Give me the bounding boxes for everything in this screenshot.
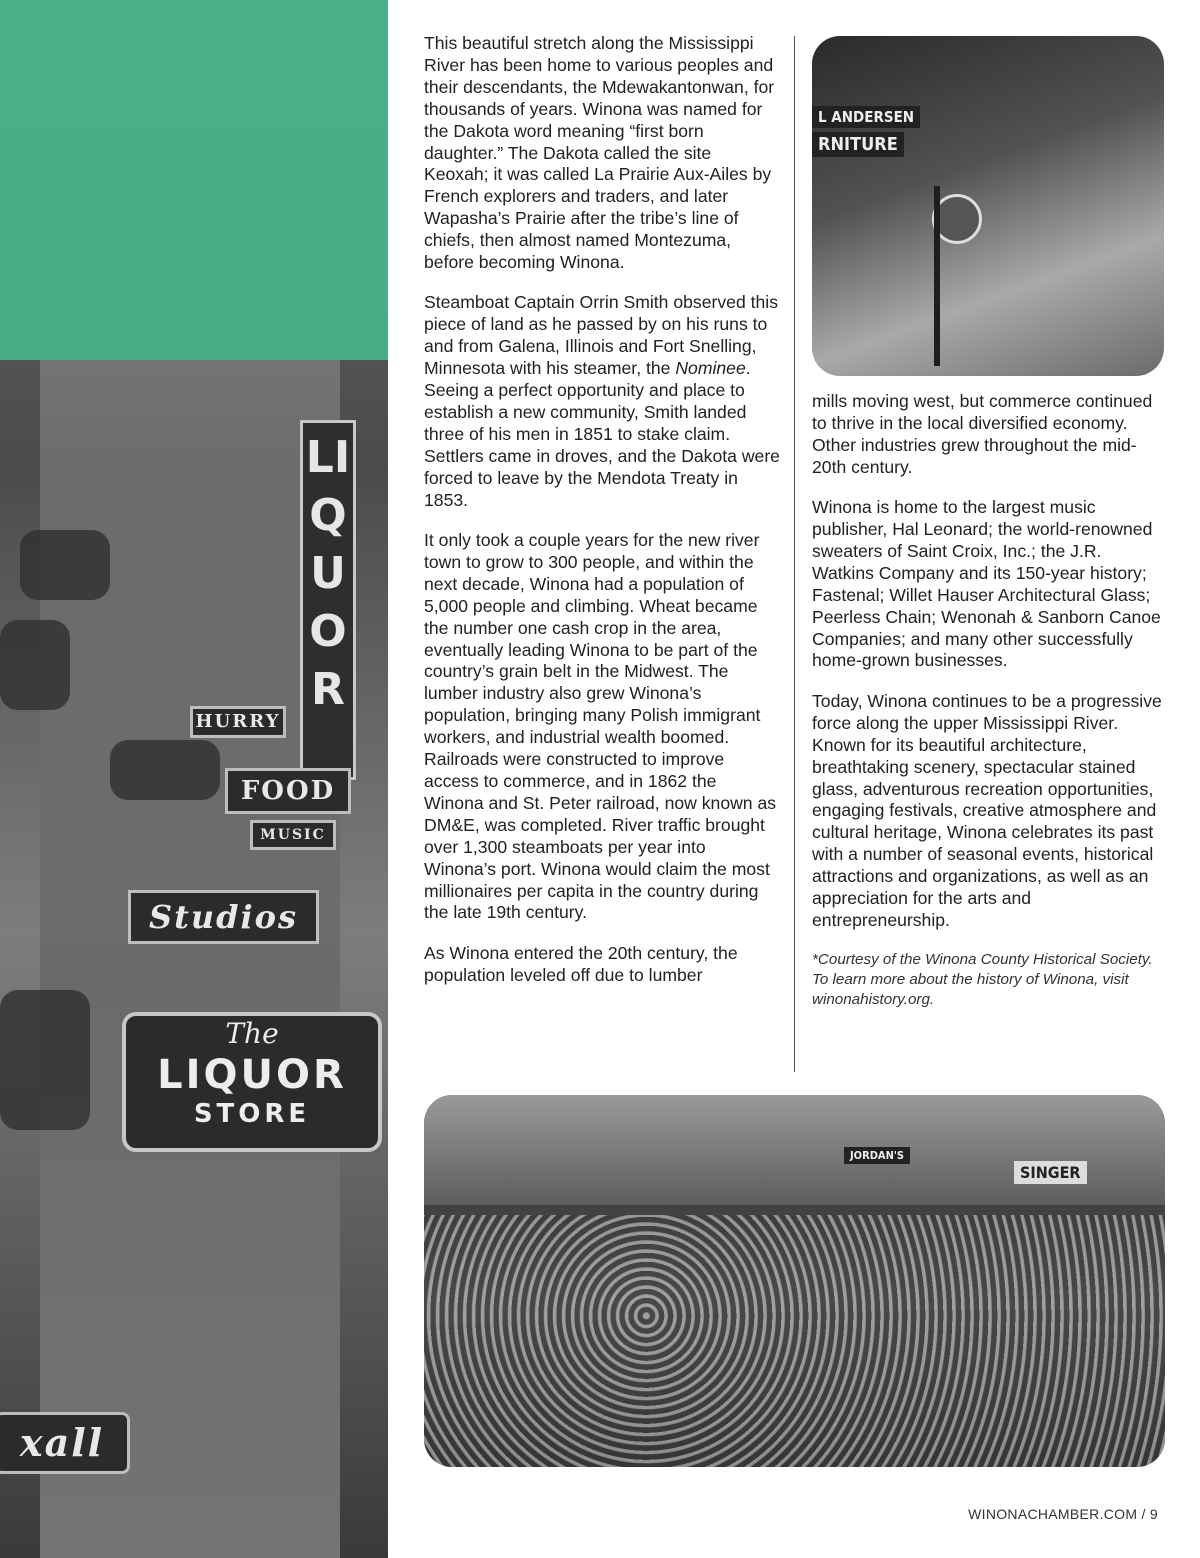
footer-separator: / — [1137, 1506, 1150, 1522]
article-column-1 — [424, 33, 780, 1005]
liquor-store-sign-store: STORE — [193, 1099, 311, 1129]
jordans-sign: JORDAN'S — [844, 1147, 910, 1164]
car-shape — [110, 740, 220, 800]
paragraph-text: Steamboat Captain Orrin Smith observed this piece of land as he passed by on his runs to and from Galena, Illinois and Fort Snelling, Minnesota with his steamer, the — [424, 292, 778, 379]
paragraph-history-origins: This beautiful stretch along the Mississippi River has been home to various peoples and their descendants, the Mdewakantonwan, for thousands of years. Winona was named for the Dakota word meaning “first born daughter.” The Dakota called the site Keoxah; it was called La Prairie Aux-Ailes by French explorers and traders, and later Wapasha’s Prairie after the tribe’s line of chiefs, then almost named Montezuma, before becoming Winona. — [424, 33, 775, 273]
liquor-store-sign — [122, 1012, 382, 1152]
lamp-post — [934, 186, 940, 366]
column-divider — [794, 36, 795, 1072]
storefronts — [424, 1095, 1165, 1205]
courtesy-note: *Courtesy of the Winona County Historical Society. To learn more about the history of Winona, visit winonahistory.org. — [812, 951, 1153, 1009]
footer-site: WINONACHAMBER.COM — [968, 1506, 1138, 1522]
page-footer — [968, 1506, 1158, 1522]
car-shape — [0, 990, 90, 1130]
paragraph-businesses: Winona is home to the largest music publisher, Hal Leonard; the world-renowned sweaters of Saint Croix, Inc.; the J.R. Watkins Company and its 150-year history; Fastenal; Willet Hauser Architectural Glass; Peerless Chain; Wenonah & Sanborn Canoe Companies; and many other successfully home-grown businesses. — [812, 497, 1161, 671]
article-column-2 — [812, 391, 1164, 1029]
car-shape — [0, 620, 70, 710]
liquor-store-sign-the: The — [225, 1017, 279, 1050]
furniture-sign: RNITURE — [812, 132, 904, 157]
singer-sign: SINGER — [1014, 1161, 1087, 1184]
historic-crowd-photo — [424, 1095, 1165, 1467]
hurry-sign: HURRY — [190, 706, 286, 738]
paragraph-growth: It only took a couple years for the new river town to grow to 300 people, and within the next decade, Winona had a population of 5,000 people and climbing. Wheat became the number one cash crop in the area, eventually leading Winona to be part of the country’s grain belt in the Midwest. The lumber industry also grew Winona’s population, bringing many Polish immigrant workers, and industrial wealth boomed. Railroads were constructed to improve access to commerce, and in 1862 the Winona and St. Peter railroad, now known as DM&E, was completed. River traffic brought over 1,300 steamboats per year into Winona’s port. Winona would claim the most millionaires per capita in the country during the late 19th century. — [424, 530, 777, 923]
steamer-name: Nominee — [675, 358, 746, 379]
paragraph-20th-century: As Winona entered the 20th century, the population leveled off due to lumber — [424, 942, 738, 985]
food-sign: FOOD — [225, 768, 351, 814]
liquor-vertical-sign: LIQUOR — [300, 420, 356, 780]
paragraph-today: Today, Winona continues to be a progressive force along the upper Mississippi River. Known for its beautiful architecture, breathtaking scenery, spectacular stained glass, adventurous recreation opportunities, engaging festivals, creative atmosphere and cultural heritage, Winona celebrates its past with a number of seasonal events, historical attractions and organizations, as well as an appreciation for the arts and entrepreneurship. — [812, 690, 1162, 930]
left-archival-photo — [0, 0, 388, 1558]
green-tint-overlay — [0, 0, 388, 360]
car-shape — [20, 530, 110, 600]
liquor-store-sign-liquor: LIQUOR — [157, 1052, 347, 1098]
studios-sign: Studios — [128, 890, 319, 944]
music-sign: MUSIC — [250, 820, 336, 850]
crowd-texture — [424, 1215, 1165, 1467]
historic-street-photo — [812, 36, 1164, 376]
rexall-sign: xall — [0, 1412, 130, 1474]
paragraph-text: . Seeing a perfect opportunity and place to establish a new community, Smith landed three of his men in 1851 to stake claim. Settlers came in droves, and the Dakota were forced to leave by the Mendota Treaty in 1853. — [424, 358, 780, 510]
paragraph-continued: mills moving west, but commerce continued to thrive in the local diversified economy. Other industries grew throughout the mid-20th century. — [812, 391, 1153, 477]
andersen-sign: L ANDERSEN — [812, 106, 920, 128]
paragraph-captain-smith — [424, 292, 780, 511]
page-number: 9 — [1149, 1506, 1158, 1522]
